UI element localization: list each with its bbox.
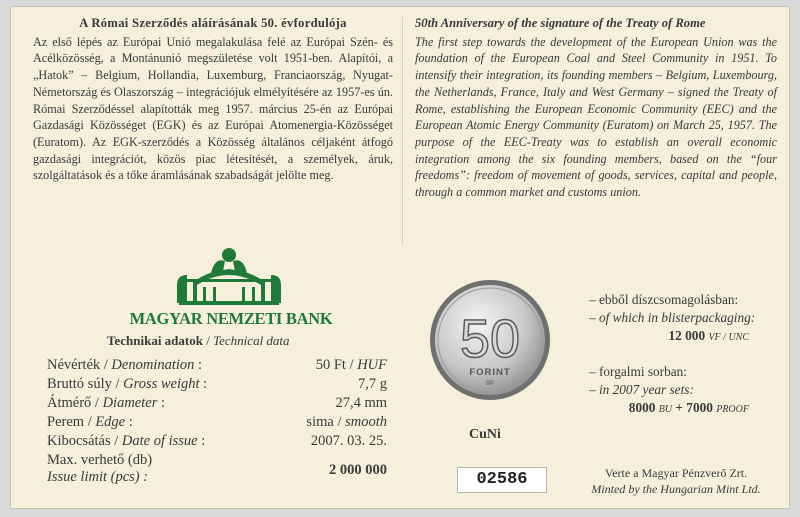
spec-label-en: Date of issue — [121, 433, 198, 449]
mint-en: Minted by the Hungarian Mint Ltd. — [591, 482, 761, 496]
technical-data-hu: Technikai adatok — [107, 333, 203, 348]
spec-label-hu: Bruttó súly — [47, 376, 112, 392]
circulation-plus: + — [672, 400, 687, 415]
coin-number: 50 — [459, 309, 521, 369]
coin-card — [10, 6, 790, 509]
spec-label-en: Diameter — [102, 395, 158, 411]
blister-count: 12 000 — [668, 328, 706, 343]
spec-label-hu: Kibocsátás — [47, 433, 111, 449]
spec-value: 50 Ft — [315, 357, 346, 373]
blister-label-hu: – ebből díszcsomagolásban: — [589, 292, 739, 307]
issue-limit-value: 2 000 000 — [329, 462, 387, 478]
bu-count: 8000 — [628, 400, 656, 415]
bank-logo-icon — [156, 245, 301, 307]
blister-grade: VF — [708, 332, 721, 343]
spec-value-en: HUF — [357, 357, 387, 373]
blister-grade-separator: / — [720, 332, 729, 343]
proof-count: 7000 — [686, 400, 713, 415]
spec-value: 27,4 mm — [335, 395, 387, 411]
circulation-info — [589, 363, 749, 419]
spec-value: sima — [306, 414, 334, 430]
spec-value: 2007. 03. 25. — [310, 433, 387, 449]
spec-row: Perem / Edge : sima / smooth — [47, 414, 387, 430]
english-title: 50th Anniversary of the signature of the Treaty of Rome — [415, 16, 706, 30]
serial-number: 02586 — [457, 467, 547, 493]
spec-row: Bruttó súly / Gross weight : 7,7 g — [47, 376, 387, 392]
blister-label-en: – of which in blisterpackaging: — [589, 310, 756, 325]
spec-label-hu: Perem — [47, 414, 85, 430]
mint-hu: Verte a Magyar Pénzverő Zrt. — [604, 466, 748, 480]
circulation-label-hu: – forgalmi sorban: — [589, 364, 687, 379]
spec-table — [47, 357, 387, 490]
english-text-column — [415, 15, 777, 201]
issue-limit-label-en: Issue limit (pcs) : — [47, 469, 149, 485]
hungarian-text-column — [33, 15, 393, 184]
spec-label-hu: Névérték — [47, 357, 101, 373]
issue-limit-label-hu: Max. verhető (db) — [47, 452, 153, 468]
spec-row: Kibocsátás / Date of issue : 2007. 03. 25. — [47, 433, 387, 449]
technical-data-en: Technical data — [213, 333, 290, 348]
spec-label-en: Edge — [95, 414, 126, 430]
technical-data-separator: / — [202, 333, 214, 348]
english-body: The first step towards the development of the European Union was the foundation of the European Coal and Steel Community in 1951. To intensify their integration, its founding members – Belgium, Luxembourg, the Netherlands, France, Italy and West Germany – signed the Treaty of Rome, establishing the European Economic Community (EEC) and the European Atomic Energy Community (Euratom) on March 25, 1957. The purpose of the EEC-Treaty was to establish an overall economic integration among the six founding members, based on the “four freedoms”: freedom of movement of goods, services, capital and people, through a common market and customs union. — [415, 34, 777, 200]
hungarian-title: A Római Szerződés aláírásának 50. évfordulója — [79, 16, 347, 30]
column-divider — [402, 17, 403, 245]
bu-label: BU — [658, 404, 673, 415]
blister-info — [589, 291, 755, 347]
spec-label-en: Gross weight — [123, 376, 200, 392]
hungarian-body: Az első lépés az Európai Unió megalakulása felé az Európai Szén- és Acélközösség, a Montánunió megszületése volt 1951-ben. Alapítói, a „Hatok” – Belgium, Hollandia, Luxemburg, Franciaország, Nyugat-Németország és Olaszország – integrációjuk elmélyítésére az 1957-es ún. Római Szerződéssel alapították meg 1957. március 25-én az Európai Gazdasági Közösséget (EGK) és az Európai Atomenergia-Közösséget (Euratom). Az EGK-szerződés a Közösség általános céljaként átfogó gazdasági integrációt, közös piac létesítését, a személyek, áruk, szolgáltatások és a tőke áramlásának szabadságát jelölte meg. — [33, 34, 393, 183]
coin-word: FORINT — [469, 367, 511, 378]
proof-label: PROOF — [716, 404, 749, 415]
spec-value: 7,7 g — [358, 376, 387, 392]
technical-data-heading — [107, 333, 290, 349]
issue-limit-row — [47, 452, 387, 490]
spec-label-hu: Átmérő — [47, 395, 92, 411]
coin-mint-mark: BP — [485, 381, 495, 387]
spec-row: Átmérő / Diameter : 27,4 mm — [47, 395, 387, 411]
spec-label-en: Denomination — [111, 357, 195, 373]
mint-info — [571, 465, 781, 497]
blister-grade-en: UNC — [728, 332, 749, 343]
coin-material: CuNi — [469, 427, 501, 442]
circulation-label-en: – in 2007 year sets: — [589, 382, 694, 397]
bank-name: MAGYAR NEMZETI BANK — [129, 309, 333, 328]
spec-value-en: smooth — [345, 414, 387, 430]
coin-image — [429, 279, 551, 401]
spec-row: Névérték / Denomination : 50 Ft / HUF — [47, 357, 387, 373]
